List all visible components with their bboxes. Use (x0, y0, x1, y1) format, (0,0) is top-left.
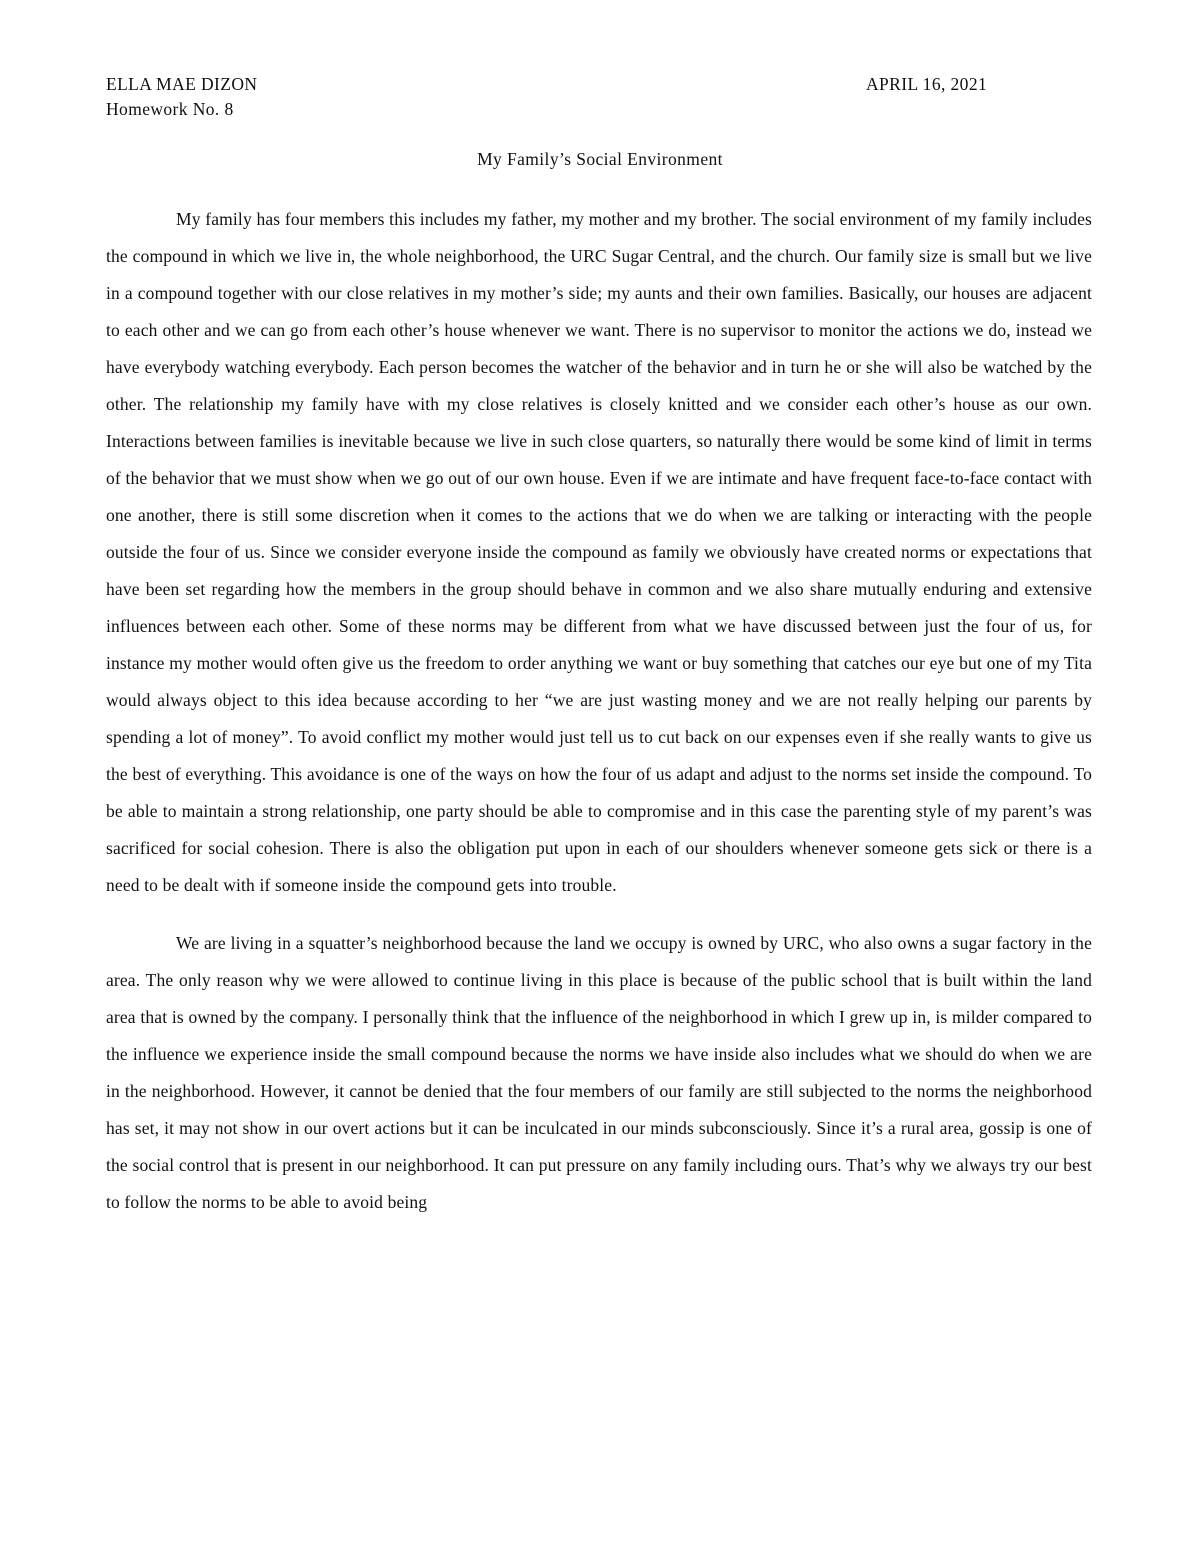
document-body (106, 201, 1092, 1242)
date-label: APRIL 16, 2021 (866, 74, 988, 94)
author-name: ELLA MAE DIZON (106, 74, 258, 94)
document-title: My Family’s Social Environment (477, 149, 723, 169)
paragraph-2: We are living in a squatter’s neighborhood because the land we occupy is owned by URC, who also owns a sugar factory in the area. The only reason why we were allowed to continue living in this place is because of the public school that is built within the land area that is owned by the company. I personally think that the influence of the neighborhood in which I grew up in, is milder compared to the influence we experience inside the small compound because the norms we have inside also includes what we should do when we are in the neighborhood. However, it cannot be denied that the four members of our family are still subjected to the norms the neighborhood has set, it may not show in our overt actions but it can be inculcated in our minds subconsciously. Since it’s a rural area, gossip is one of the social control that is present in our neighborhood. It can put pressure on any family including ours. That’s why we always try our best to follow the norms to be able to avoid being (106, 933, 1092, 1212)
paragraph-1: My family has four members this includes my father, my mother and my brother. The social environment of my family includes the compound in which we live in, the whole neighborhood, the URC Sugar Central, and the church. Our family size is small but we live in a compound together with our close relatives in my mother’s side; my aunts and their own families. Basically, our houses are adjacent to each other and we can go from each other’s house whenever we want. There is no supervisor to monitor the actions we do, instead we have everybody watching everybody. Each person becomes the watcher of the behavior and in turn he or she will also be watched by the other. The relationship my family have with my close relatives is closely knitted and we consider each other’s house as our own. Interactions between families is inevitable because we live in such close quarters, so naturally there would be some kind of limit in terms of the behavior that we must show when we go out of our own house. Even if we are intimate and have frequent face-to-face contact with one another, there is still some discretion when it comes to the actions that we do when we are talking or interacting with the people outside the four of us. Since we consider everyone inside the compound as family we obviously have created norms or expectations that have been set regarding how the members in the group should behave in common and we also share mutually enduring and extensive influences between each other. Some of these norms may be different from what we have discussed between just the four of us, for instance my mother would often give us the freedom to order anything we want or buy something that catches our eye but one of my Tita would always object to this idea because according to her “we are just wasting money and we are not really helping our parents by spending a lot of money”. To avoid conflict my mother would just tell us to cut back on our expenses even if she really wants to give us the best of everything. This avoidance is one of the ways on how the four of us adapt and adjust to the norms set inside the compound. To be able to maintain a strong relationship, one party should be able to compromise and in this case the parenting style of my parent’s was sacrificed for social cohesion. There is also the obligation put upon in each of our shoulders whenever someone gets sick or there is a need to be dealt with if someone inside the compound gets into trouble. (106, 209, 1092, 895)
assignment-label: Homework No. 8 (106, 99, 234, 119)
header-left (106, 72, 257, 122)
